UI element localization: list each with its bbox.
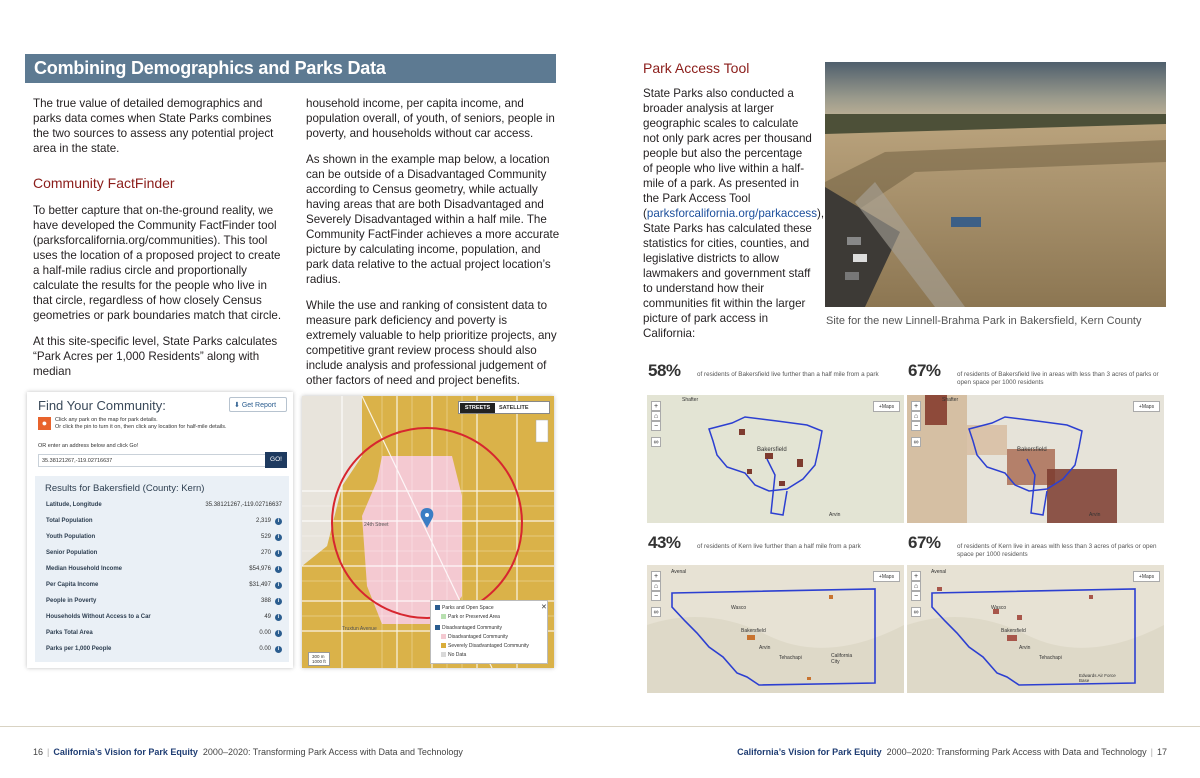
legend-nodata: [441, 652, 466, 658]
streets-button[interactable]: STREETS: [460, 403, 495, 413]
swatch-icon: [441, 643, 446, 648]
map-graphic: [907, 395, 1164, 523]
legend-label: Severely Disadvantaged Community: [448, 643, 529, 649]
city-label: Tehachapi: [779, 655, 802, 661]
legend-dac-item: [441, 634, 508, 640]
map-graphic: [907, 565, 1164, 693]
checkbox-icon[interactable]: [435, 625, 440, 630]
map-type-toggle[interactable]: [458, 401, 550, 414]
info-icon[interactable]: i: [275, 598, 282, 605]
map-graphic: [647, 565, 904, 693]
page-number: 16: [33, 747, 44, 757]
legend-label: Disadvantaged Community: [442, 625, 503, 631]
get-report-label: Get Report: [241, 402, 277, 409]
city-label: Bakersfield: [741, 628, 766, 634]
result-label: People in Poverty: [46, 598, 97, 604]
section-banner: Combining Demographics and Parks Data: [25, 54, 556, 83]
link-icon[interactable]: ∞: [911, 607, 921, 617]
result-value: 35.38121267,-119.02716637: [205, 502, 282, 508]
city-label: California City: [831, 653, 853, 665]
legend-label: Park or Preserved Area: [448, 614, 500, 620]
maps-button[interactable]: +Maps: [1133, 401, 1160, 412]
maps-button[interactable]: +Maps: [1133, 571, 1160, 582]
result-value: 529: [260, 534, 271, 540]
link-icon[interactable]: ∞: [911, 437, 921, 447]
result-row: [46, 646, 282, 652]
stat-percent: 58%: [648, 361, 681, 380]
address-instructions: OR enter an address below and click Go!: [38, 443, 139, 449]
result-row: [46, 502, 282, 508]
photo-graphic: [825, 62, 1166, 307]
swatch-icon: [441, 652, 446, 657]
swatch-icon: [441, 614, 446, 619]
result-label: Parks Total Area: [46, 630, 93, 636]
stat-text: of residents of Kern live in areas with less than 3 acres of parks or open space per 1000 residents: [957, 543, 1157, 558]
result-value: 0.00: [259, 646, 271, 652]
zoom-out-button[interactable]: −: [651, 421, 661, 431]
result-label: Youth Population: [46, 534, 96, 540]
legend-sdac-item: [441, 643, 529, 649]
city-label: Shafter: [682, 397, 699, 403]
result-label: Total Population: [46, 518, 93, 524]
map-legend: [430, 600, 548, 664]
paragraph: At this site-specific level, State Parks calculates “Park Acres per 1,000 Residents” along with median: [33, 335, 278, 378]
home-icon[interactable]: ⌂: [911, 581, 921, 591]
result-value: $54,976: [249, 566, 271, 572]
result-label: Households Without Access to a Car: [46, 614, 151, 620]
pin-icon[interactable]: ●: [38, 417, 51, 430]
paragraph: To better capture that on-the-ground reality, we have developed the Community FactFinder tool (parksforcalifornia.org/communities). This tool uses the location of a proposed project to create a half-mile radius circle and proportionally calculate the results for the people who live in that circle, regardless of how closely Census geometries or park boundaries match that circle.: [33, 204, 282, 322]
zoom-in-button[interactable]: +: [651, 401, 661, 411]
mini-map-kern-acres[interactable]: [907, 565, 1164, 693]
home-icon[interactable]: ⌂: [651, 581, 661, 591]
city-label: Arvin: [1019, 645, 1031, 651]
home-icon[interactable]: ⌂: [651, 411, 661, 421]
info-icon[interactable]: i: [275, 534, 282, 541]
swatch-icon: [441, 634, 446, 639]
result-label: Per Capita Income: [46, 582, 99, 588]
paragraph: As shown in the example map below, a location can be outside of a Disadvantaged Community according to Census geometry, while actually having areas that are both Disadvantaged and Severely Disadvantaged within a half mile. The Community FactFinder achieves a more accurate picture by calculating income, population, and park data relative to the actual project location’s radius.: [306, 153, 560, 286]
city-label: Avenal: [931, 569, 947, 575]
city-label: Arvin: [1089, 512, 1101, 518]
scale-imperial: 1000 ft: [312, 659, 326, 664]
paragraph: The true value of detailed demographics and parks data comes when State Parks combines the two sources to assess any potential project area in the state.: [33, 97, 274, 155]
stat-percent: 67%: [908, 361, 941, 380]
results-box: [35, 476, 289, 662]
map-scale: [308, 652, 330, 666]
subhead-community-factfinder: Community FactFinder: [33, 175, 175, 191]
map-graphic: [647, 395, 904, 523]
pin-line-1: Click any park on the map for park details.: [55, 417, 158, 423]
result-value: $31,497: [249, 582, 271, 588]
text-column-2: [306, 96, 560, 399]
footer-left: 16 | California’s Vision for Park Equity 2000–2020: Transforming Park Access with Data and Technology: [33, 747, 463, 757]
park-site-photo: [825, 62, 1166, 307]
result-value: 270: [260, 550, 271, 556]
paragraph: While the use and ranking of consistent data to measure park deficiency and poverty is extremely valuable to help prioritize projects, any competitive grant review process should also include analysis and professional judgement of other factors of need and project benefits.: [306, 299, 557, 387]
result-value: 2,319: [255, 518, 271, 524]
stat-text: of residents of Bakersfield live in areas with less than 3 acres of parks or open space per 1000 residents: [957, 371, 1159, 386]
street-label: 24th Street: [364, 522, 389, 528]
result-row: [46, 630, 282, 636]
stat-text: of residents of Kern live further than a half mile from a park: [697, 543, 861, 550]
zoom-in-button[interactable]: +: [911, 571, 921, 581]
photo-caption: Site for the new Linnell-Brahma Park in Bakersfield, Kern County: [826, 315, 1142, 327]
info-icon[interactable]: i: [275, 614, 282, 621]
result-value: 388: [260, 598, 271, 604]
result-row: [46, 598, 282, 604]
zoom-out-button[interactable]: −: [651, 591, 661, 601]
mini-map-bakersfield-acres[interactable]: [907, 395, 1164, 523]
mini-map-kern-distance[interactable]: [647, 565, 904, 693]
city-label: Shafter: [942, 397, 959, 403]
stat-text: of residents of Bakersfield live further than a half mile from a park: [697, 371, 879, 378]
street-label: Truxtun Avenue: [342, 626, 377, 632]
legend-label: Parks and Open Space: [442, 605, 494, 611]
city-label: Bakersfield: [757, 447, 787, 453]
download-icon: ⬇: [234, 402, 240, 409]
park-access-link[interactable]: parksforcalifornia.org/parkaccess: [646, 207, 817, 220]
info-icon[interactable]: i: [275, 582, 282, 589]
footer-subtitle: 2000–2020: Transforming Park Access with Data and Technology: [886, 747, 1147, 757]
scale-metric: 300 m: [312, 654, 325, 659]
result-row: [46, 550, 282, 556]
city-label: Wasco: [991, 605, 1007, 611]
footer-right: California’s Vision for Park Equity 2000–2020: Transforming Park Access with Data and Technology | 17: [737, 747, 1167, 757]
city-label: Tehachapi: [1039, 655, 1062, 661]
result-label: Median Household Income: [46, 566, 123, 572]
footer-subtitle: 2000–2020: Transforming Park Access with Data and Technology: [202, 747, 463, 757]
info-icon[interactable]: i: [275, 646, 282, 653]
text: State Parks also conducted a broader analysis at larger geographic scales to calculate not only park acres per thousand people but also the percentage of people who live within a half-mile of a park. As presented in the Park Access Tool (: [643, 87, 812, 220]
legend-label: Disadvantaged Community: [448, 634, 509, 640]
close-icon[interactable]: ✕: [541, 604, 547, 611]
zoom-out-button[interactable]: −: [911, 421, 921, 431]
city-label: Bakersfield: [1017, 447, 1047, 453]
footer-divider: [0, 726, 1200, 727]
zoom-in-button[interactable]: +: [911, 401, 921, 411]
checkbox-icon[interactable]: [435, 605, 440, 610]
zoom-out-button[interactable]: −: [911, 591, 921, 601]
park-access-paragraph: [643, 86, 825, 341]
result-row: [46, 582, 282, 588]
pin-line-2: Or click the pin to turn it on, then click any location for half-mile details.: [55, 424, 227, 430]
go-button[interactable]: GO!: [265, 452, 287, 468]
city-label: Arvin: [759, 645, 771, 651]
info-icon[interactable]: i: [275, 630, 282, 637]
text-column-1: [33, 96, 283, 390]
legend-park-area: [441, 614, 500, 620]
result-row: [46, 566, 282, 572]
result-label: Parks per 1,000 People: [46, 646, 112, 652]
result-row: [46, 614, 282, 620]
legend-parks[interactable]: [435, 605, 494, 611]
result-row: [46, 518, 282, 524]
link-icon[interactable]: ∞: [651, 607, 661, 617]
legend-label: No Data: [448, 652, 467, 658]
panel-title: Find Your Community:: [38, 398, 166, 413]
result-label: Senior Population: [46, 550, 98, 556]
stat-percent: 67%: [908, 533, 941, 552]
factfinder-map[interactable]: [302, 396, 554, 668]
zoom-in-button[interactable]: +: [651, 571, 661, 581]
text: ), State Parks has calculated these statistics for cities, counties, and legislative districts to allow lawmakers and government staff to understand how their communities fit within the larger picture of park access in California:: [643, 207, 825, 340]
city-label: Bakersfield: [1001, 628, 1026, 634]
result-value: 49: [264, 614, 271, 620]
city-label: Wasco: [731, 605, 747, 611]
page-number: 17: [1156, 747, 1167, 757]
satellite-button[interactable]: SATELLITE: [499, 405, 529, 411]
result-value: 0.00: [259, 630, 271, 636]
home-icon[interactable]: ⌂: [911, 411, 921, 421]
mini-map-bakersfield-distance[interactable]: [647, 395, 904, 523]
address-input[interactable]: 35.38121267,-119.02716637: [38, 454, 278, 467]
pin-instructions: [55, 417, 285, 431]
legend-dac[interactable]: [435, 625, 502, 631]
info-icon[interactable]: i: [275, 550, 282, 557]
result-row: [46, 534, 282, 540]
maps-button[interactable]: +Maps: [873, 401, 900, 412]
subhead-park-access-tool: Park Access Tool: [643, 60, 750, 76]
info-icon[interactable]: i: [275, 518, 282, 525]
footer-title: California’s Vision for Park Equity: [53, 747, 198, 757]
city-label: Arvin: [829, 512, 841, 518]
maps-button[interactable]: +Maps: [873, 571, 900, 582]
stat-percent: 43%: [648, 533, 681, 552]
result-label: Latitude, Longitude: [46, 502, 102, 508]
get-report-button[interactable]: [229, 397, 287, 412]
paragraph: household income, per capita income, and population overall, of youth, of seniors, people in poverty, and households without car access.: [306, 97, 555, 140]
results-title: Results for Bakersfield (County: Kern): [45, 483, 205, 494]
info-icon[interactable]: i: [275, 566, 282, 573]
city-label: Edwards Air Force Base: [1079, 673, 1116, 683]
link-icon[interactable]: ∞: [651, 437, 661, 447]
city-label: Avenal: [671, 569, 687, 575]
find-your-community-panel: [27, 392, 293, 668]
footer-title: California’s Vision for Park Equity: [737, 747, 882, 757]
